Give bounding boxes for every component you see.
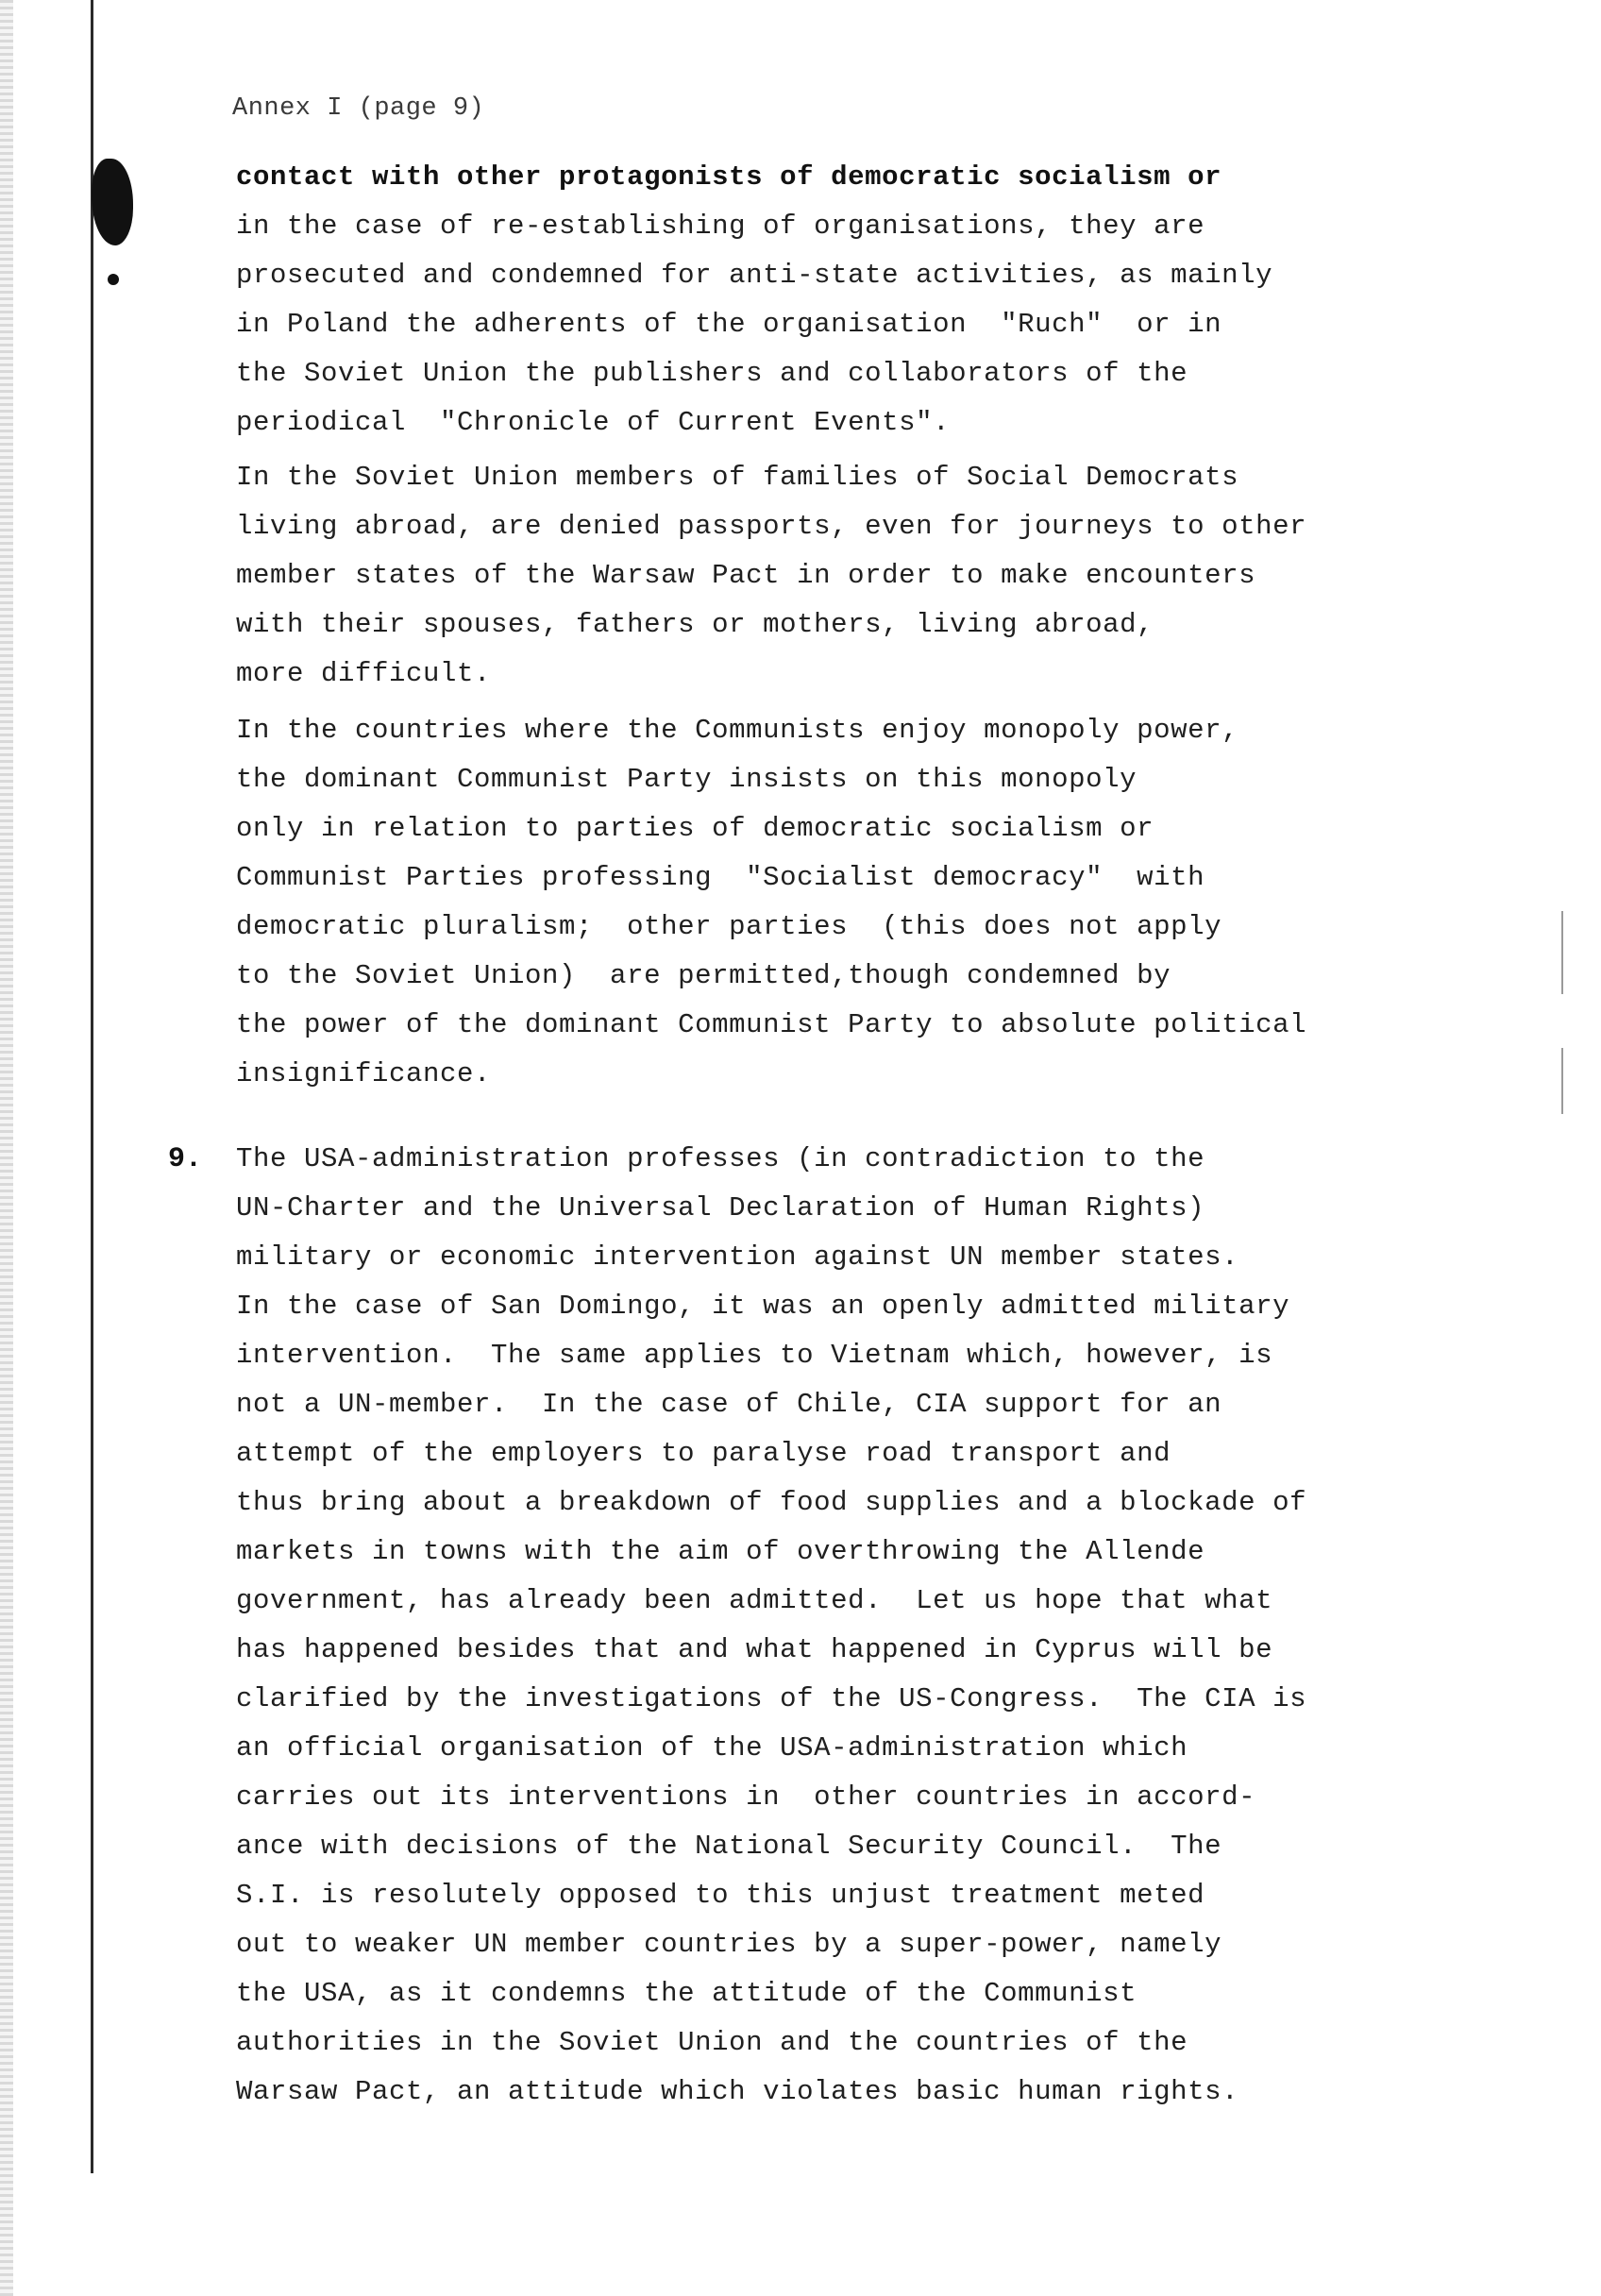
scan-mark — [1561, 1048, 1563, 1114]
text-line: contact with other protagonists of democratic socialism or — [236, 161, 1222, 193]
text-line: the USA, as it condemns the attitude of the Communist — [236, 1978, 1138, 2009]
text-line: attempt of the employers to paralyse road transport and — [236, 1438, 1171, 1469]
text-line: thus bring about a breakdown of food supplies and a blockade of — [236, 1487, 1307, 1518]
text-line: In the case of San Domingo, it was an openly admitted military — [236, 1291, 1290, 1322]
item-9-paragraph — [236, 1135, 1425, 2117]
text-line: living abroad, are denied passports, even for journeys to other — [236, 511, 1307, 542]
text-line: out to weaker UN member countries by a super-power, namely — [236, 1929, 1222, 1960]
ink-blot — [92, 159, 133, 245]
text-line: the Soviet Union the publishers and collaborators of the — [236, 358, 1188, 389]
text-line: in Poland the adherents of the organisation "Ruch" or in — [236, 309, 1222, 340]
text-line: S.I. is resolutely opposed to this unjust treatment meted — [236, 1880, 1205, 1911]
text-line: markets in towns with the aim of overthrowing the Allende — [236, 1536, 1205, 1567]
item-number: 9. — [168, 1143, 203, 1175]
text-line: more difficult. — [236, 658, 492, 689]
text-line: has happened besides that and what happened in Cyprus will be — [236, 1634, 1273, 1665]
text-line: periodical "Chronicle of Current Events". — [236, 407, 951, 438]
text-line: ance with decisions of the National Security Council. The — [236, 1831, 1222, 1862]
text-line: not a UN-member. In the case of Chile, CIA support for an — [236, 1389, 1222, 1420]
text-line: with their spouses, fathers or mothers, living abroad, — [236, 609, 1154, 640]
binding-edge — [0, 0, 13, 2296]
text-line: carries out its interventions in other countries in accord- — [236, 1781, 1256, 1813]
paragraph-1 — [236, 153, 1425, 447]
text-line: government, has already been admitted. Let us hope that what — [236, 1585, 1273, 1616]
text-line: to the Soviet Union) are permitted,though condemned by — [236, 960, 1171, 991]
text-line: clarified by the investigations of the US-Congress. The CIA is — [236, 1683, 1307, 1714]
text-line: military or economic intervention against UN member states. — [236, 1241, 1239, 1273]
paragraph-3 — [236, 706, 1425, 1099]
text-line: intervention. The same applies to Vietnam which, however, is — [236, 1340, 1273, 1371]
text-line: The USA-administration professes (in contradiction to the — [236, 1143, 1205, 1174]
margin-rule — [91, 0, 93, 2173]
text-line: the power of the dominant Communist Party to absolute political — [236, 1009, 1307, 1040]
text-line: in the case of re-establishing of organisations, they are — [236, 211, 1205, 242]
text-line: the dominant Communist Party insists on this monopoly — [236, 764, 1138, 795]
text-line: only in relation to parties of democratic socialism or — [236, 813, 1154, 844]
text-line: democratic pluralism; other parties (this does not apply — [236, 911, 1222, 942]
text-line: insignificance. — [236, 1058, 492, 1089]
text-line: an official organisation of the USA-administration which — [236, 1732, 1188, 1764]
ink-dot — [108, 274, 119, 285]
scan-mark — [1561, 911, 1563, 994]
text-line: In the countries where the Communists enjoy monopoly power, — [236, 715, 1239, 746]
text-line: member states of the Warsaw Pact in order to make encounters — [236, 560, 1256, 591]
page-header: Annex I (page 9) — [232, 94, 485, 123]
paragraph-2 — [236, 453, 1425, 699]
text-line: authorities in the Soviet Union and the countries of the — [236, 2027, 1188, 2058]
text-line: prosecuted and condemned for anti-state activities, as mainly — [236, 260, 1273, 291]
text-line: Warsaw Pact, an attitude which violates basic human rights. — [236, 2076, 1239, 2107]
text-line: UN-Charter and the Universal Declaration of Human Rights) — [236, 1192, 1205, 1224]
text-line: Communist Parties professing "Socialist democracy" with — [236, 862, 1205, 893]
text-line: In the Soviet Union members of families of Social Democrats — [236, 462, 1239, 493]
